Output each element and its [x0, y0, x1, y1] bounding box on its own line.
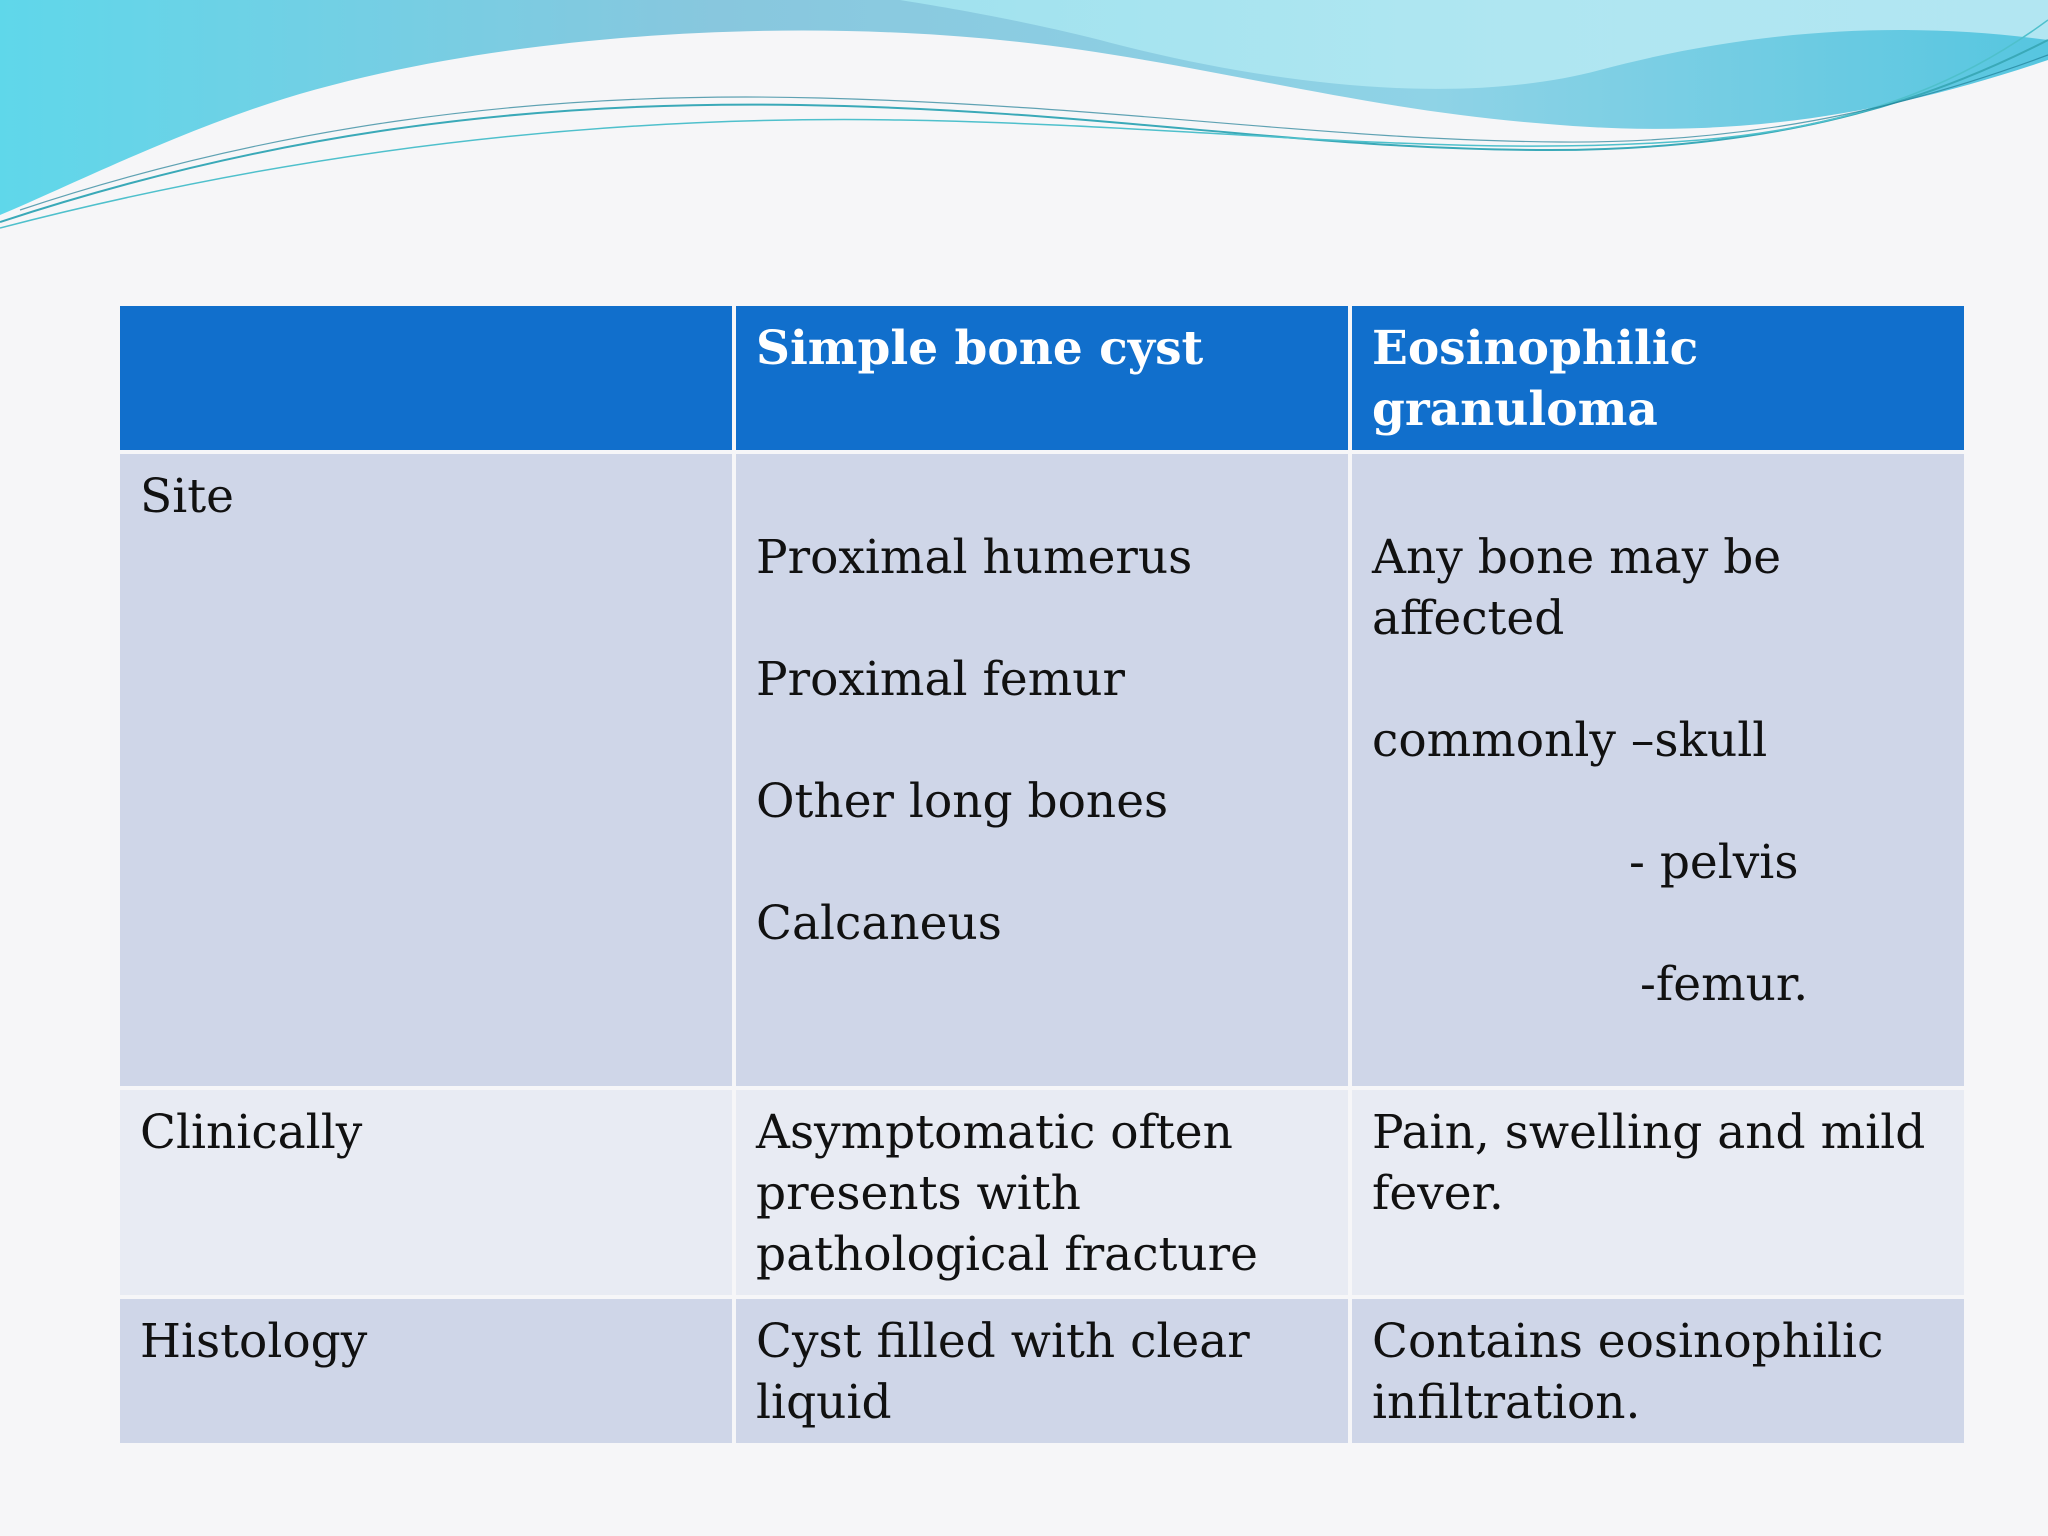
cell-line: - pelvis	[1629, 835, 1799, 890]
cell-histology-eosinophilic-granuloma: Contains eosinophilic infiltration.	[1352, 1299, 1964, 1443]
cell-line: Proximal humerus	[756, 530, 1193, 585]
cell-histology-simple-bone-cyst: Cyst filled with clear liquid	[736, 1299, 1348, 1443]
comparison-table	[116, 302, 1968, 1447]
row-label-clinically: Clinically	[120, 1090, 732, 1295]
cell-line: Other long bones	[756, 774, 1169, 829]
decorative-wave-header	[0, 0, 2048, 240]
table-header-row	[120, 306, 1964, 450]
table-row	[120, 454, 1964, 1086]
row-label-histology: Histology	[120, 1299, 732, 1443]
comparison-table-wrapper	[120, 306, 1963, 1443]
header-cell-empty	[120, 306, 732, 450]
cell-line: Calcaneus	[756, 896, 1002, 951]
cell-line: Any bone may be affected	[1372, 530, 1782, 646]
cell-line: commonly –skull	[1372, 713, 1768, 768]
header-cell-simple-bone-cyst: Simple bone cyst	[736, 306, 1348, 450]
header-cell-eosinophilic-granuloma: Eosinophilic granuloma	[1352, 306, 1964, 450]
cell-site-simple-bone-cyst	[736, 454, 1348, 1086]
cell-line: -femur.	[1640, 957, 1809, 1012]
cell-clinically-simple-bone-cyst: Asymptomatic often presents with pathological fracture	[736, 1090, 1348, 1295]
cell-line: Proximal femur	[756, 652, 1126, 707]
table-row	[120, 1090, 1964, 1295]
cell-site-eosinophilic-granuloma	[1352, 454, 1964, 1086]
row-label-site: Site	[120, 454, 732, 1086]
cell-clinically-eosinophilic-granuloma: Pain, swelling and mild fever.	[1352, 1090, 1964, 1295]
table-row	[120, 1299, 1964, 1443]
